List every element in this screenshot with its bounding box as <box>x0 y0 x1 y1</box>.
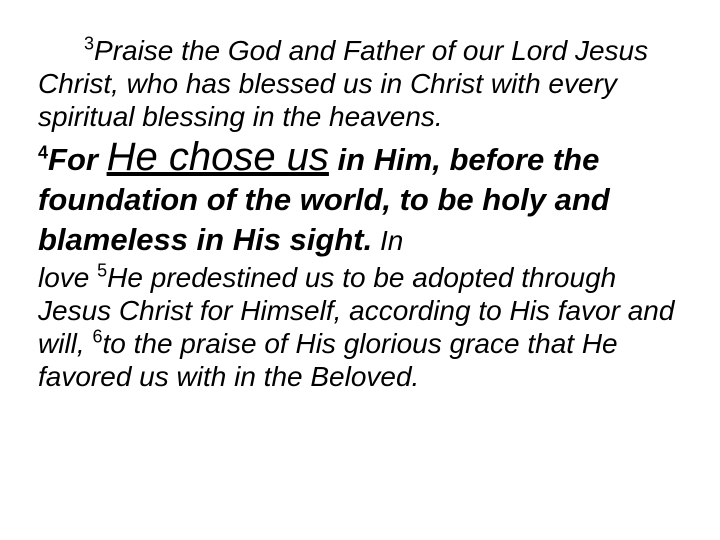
scripture-passage <box>38 34 678 393</box>
verse-4-emphasis: He chose us <box>106 135 329 179</box>
verse-5-text: He predestined us to be adopted through Jesus Christ for Himself, according to His favor and will, <box>38 262 675 359</box>
verse-5-6 <box>38 261 678 393</box>
verse-4 <box>38 137 678 261</box>
verse-3 <box>38 34 678 133</box>
verse-number-6: 6 <box>92 326 103 347</box>
verse-4-for: For <box>48 142 107 177</box>
verse-number-3: 3 <box>84 33 95 54</box>
verse-4-tail: In <box>372 225 404 256</box>
verse-number-4: 4 <box>38 142 49 163</box>
verse-6-text: to the praise of His glorious grace that He favored us with in the Beloved. <box>38 328 618 392</box>
verse-3-text: Praise the God and Father of our Lord Jesus Christ, who has blessed us in Christ with every spiritual blessing in the heavens. <box>38 35 649 132</box>
verse-number-5: 5 <box>97 260 108 281</box>
verse-4-text: in Him, before the foundation of the world, to be holy and blameless in His sight. <box>38 142 610 257</box>
love-word: love <box>38 262 98 293</box>
